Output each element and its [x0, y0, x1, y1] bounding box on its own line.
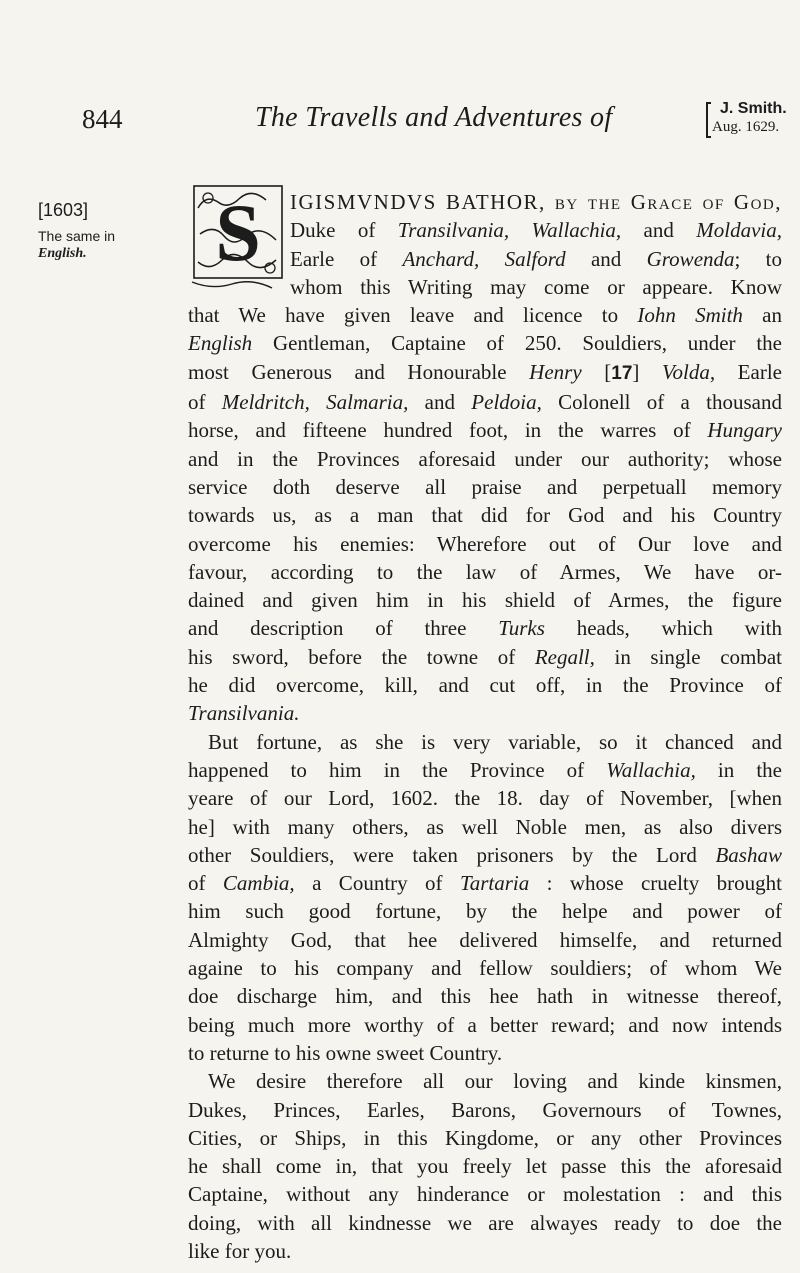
text-line: most Generous and Honourable Henry [17] Volda, Earle [188, 359, 782, 384]
text-line: horse, and fifteene hundred foot, in the warres of Hungary [188, 418, 782, 443]
text-line: of Cambia, a Country of Tartaria : whose cruelty brought [188, 871, 782, 896]
bracket-line [706, 102, 708, 138]
text-line: and description of three Turks heads, which with [188, 616, 782, 641]
page-header [0, 100, 800, 150]
text-line: againe to his company and fellow souldiers; of whom We [188, 956, 782, 981]
text-line: Cities, or Ships, in this Kingdome, or any other Provinces [188, 1125, 782, 1150]
folio-marker: 17 [611, 362, 633, 384]
bracket-bottom [706, 136, 711, 138]
text-line: Almighty God, that hee delivered himselfe, and returned [188, 927, 782, 952]
margin-note [38, 200, 128, 263]
text-line: he] with many others, as well Noble men, as also divers [188, 814, 782, 839]
running-title: The Travells and Adventures of [255, 102, 613, 133]
text-line: Duke of Transilvania, Wallachia, and Moldavia, [290, 218, 782, 243]
text-line: doe discharge him, and this hee hath in witnesse thereof, [188, 984, 782, 1009]
text-line: like for you. [188, 1238, 292, 1263]
text-line: doing, with all kindnesse we are alwayes ready to doe the [188, 1210, 782, 1235]
margin-note-line2: English. [38, 246, 87, 261]
text-line: Dukes, Princes, Earles, Barons, Governours of Townes, [188, 1097, 782, 1122]
text-line: and in the Provinces aforesaid under our authority; whose [188, 446, 782, 471]
text-line: happened to him in the Province of Wallachia, in the [188, 757, 782, 782]
text-line: his sword, before the towne of Regall, in single combat [188, 644, 783, 669]
page-number: 844 [82, 104, 123, 134]
text-line: other Souldiers, were taken prisoners by the Lord Bashaw [188, 842, 782, 867]
text-line: English Gentleman, Captaine of 250. Souldiers, under the [188, 331, 782, 356]
margin-note-line1: The same in [38, 228, 116, 244]
text-line: dained and given him in his shield of Armes, the figure [188, 588, 782, 613]
text-line: Captaine, without any hinderance or molestation : and this [188, 1182, 782, 1207]
header-date: Aug. 1629. [712, 119, 780, 135]
text-line: We desire therefore all our loving and kinde kinsmen, [208, 1069, 782, 1094]
text-line: being much more worthy of a better reward; and now intends [188, 1012, 782, 1037]
body-text [188, 188, 782, 1265]
text-line: whom this Writing may come or appeare. Know [290, 274, 782, 299]
text-line: he did overcome, kill, and cut off, in the Province of [188, 673, 782, 698]
text-line: overcome his enemies: Wherefore out of Our love and [188, 531, 782, 556]
text-line: of Meldritch, Salmaria, and Peldoia, Colonell of a thousand [188, 390, 782, 415]
initial-letter: S [215, 187, 261, 278]
text-line: he shall come in, that you freely let passe this the aforesaid [188, 1154, 782, 1179]
bracket-top [706, 102, 711, 104]
header-bracket-note [706, 100, 788, 140]
text-line: favour, according to the law of Armes, We have or- [188, 559, 782, 584]
text-line: to returne to his owne sweet Country. [188, 1040, 503, 1065]
text-line: Transilvania. [188, 701, 300, 726]
text-line: yeare of our Lord, 1602. the 18. day of November, [when [188, 786, 782, 811]
text-line: But fortune, as she is very variable, so it chanced and [208, 729, 782, 754]
margin-year: [1603] [38, 200, 89, 220]
text-line: him such good fortune, by the helpe and power of [188, 899, 782, 924]
text-line: that We have given leave and licence to Iohn Smith an [188, 303, 782, 328]
header-author: J. Smith. [720, 100, 787, 117]
text-line: towards us, as a man that did for God and his Country [188, 503, 782, 528]
text-line: IGISMVNDVS BATHOR, by the Grace of God, [290, 190, 782, 214]
text-line: service doth deserve all praise and perpetuall memory [188, 474, 782, 499]
text-line: Earle of Anchard, Salford and Growenda; to [290, 246, 783, 271]
